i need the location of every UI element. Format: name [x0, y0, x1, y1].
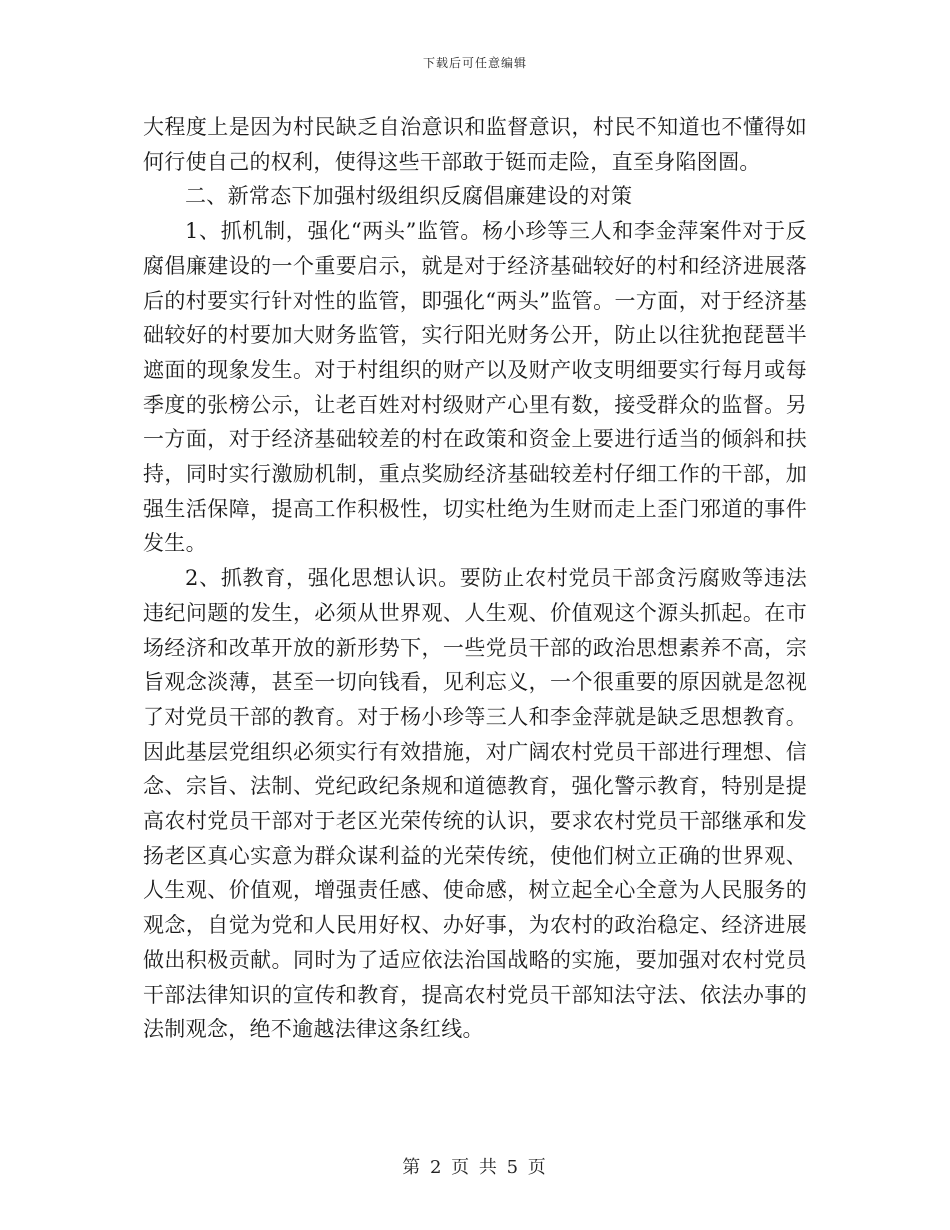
paragraph: 2、抓教育，强化思想认识。要防止农村党员干部贪污腐败等违法违纪问题的发生，必须从世界观、人生观、价值观这个源头抓起。在市场经济和改革开放的新形势下，一些党员干部的政治思想素养不高，宗旨观念淡薄，甚至一切向钱看，见利忘义，一个很重要的原因就是忽视了对党员干部的教育。对于杨小珍等三人和李金萍就是缺乏思想教育。因此基层党组织必须实行有效措施，对广阔农村党员干部进行理想、信念、宗旨、法制、党纪政纪条规和道德教育，强化警示教育，特别是提高农村党员干部对于老区光荣传统的认识，要求农村党员干部继承和发扬老区真心实意为群众谋利益的光荣传统，使他们树立正确的世界观、人生观、价值观，增强责任感、使命感，树立起全心全意为人民服务的观念，自觉为党和人民用好权、办好事，为农村的政治稳定、经济进展做出积极贡献。同时为了适应依法治国战略的实施，要加强对农村党员干部法律知识的宣传和教育，提高农村党员干部知法守法、依法办事的法制观念，绝不逾越法律这条红线。: [143, 566, 807, 1042]
page-header: 下载后可任意编辑: [422, 56, 527, 70]
document-body: [143, 110, 807, 1047]
paragraph: 大程度上是因为村民缺乏自治意识和监督意识，村民不知道也不懂得如何行使自己的权利，使得这些干部敢于铤而走险，直至身陷囹圄。: [143, 115, 807, 174]
page-number: 第 2 页 共 5 页: [402, 1157, 548, 1178]
paragraph: 1、抓机制，强化“两头”监管。杨小珍等三人和李金萍案件对于反腐倡廉建设的一个重要启示，就是对于经济基础较好的村和经济进展落后的村要实行针对性的监管，即强化“两头”监管。一方面，对于经济基础较好的村要加大财务监管，实行阳光财务公开，防止以往犹抱琵琶半遮面的现象发生。对于村组织的财产以及财产收支明细要实行每月或每季度的张榜公示，让老百姓对村级财产心里有数，接受群众的监督。另一方面，对于经济基础较差的村在政策和资金上要进行适当的倾斜和扶持，同时实行激励机制，重点奖励经济基础较差村仔细工作的干部，加强生活保障，提高工作积极性，切实杜绝为生财而走上歪门邪道的事件发生。: [143, 219, 807, 556]
section-heading: 二、新常态下加强村级组织反腐倡廉建设的对策: [185, 184, 633, 209]
